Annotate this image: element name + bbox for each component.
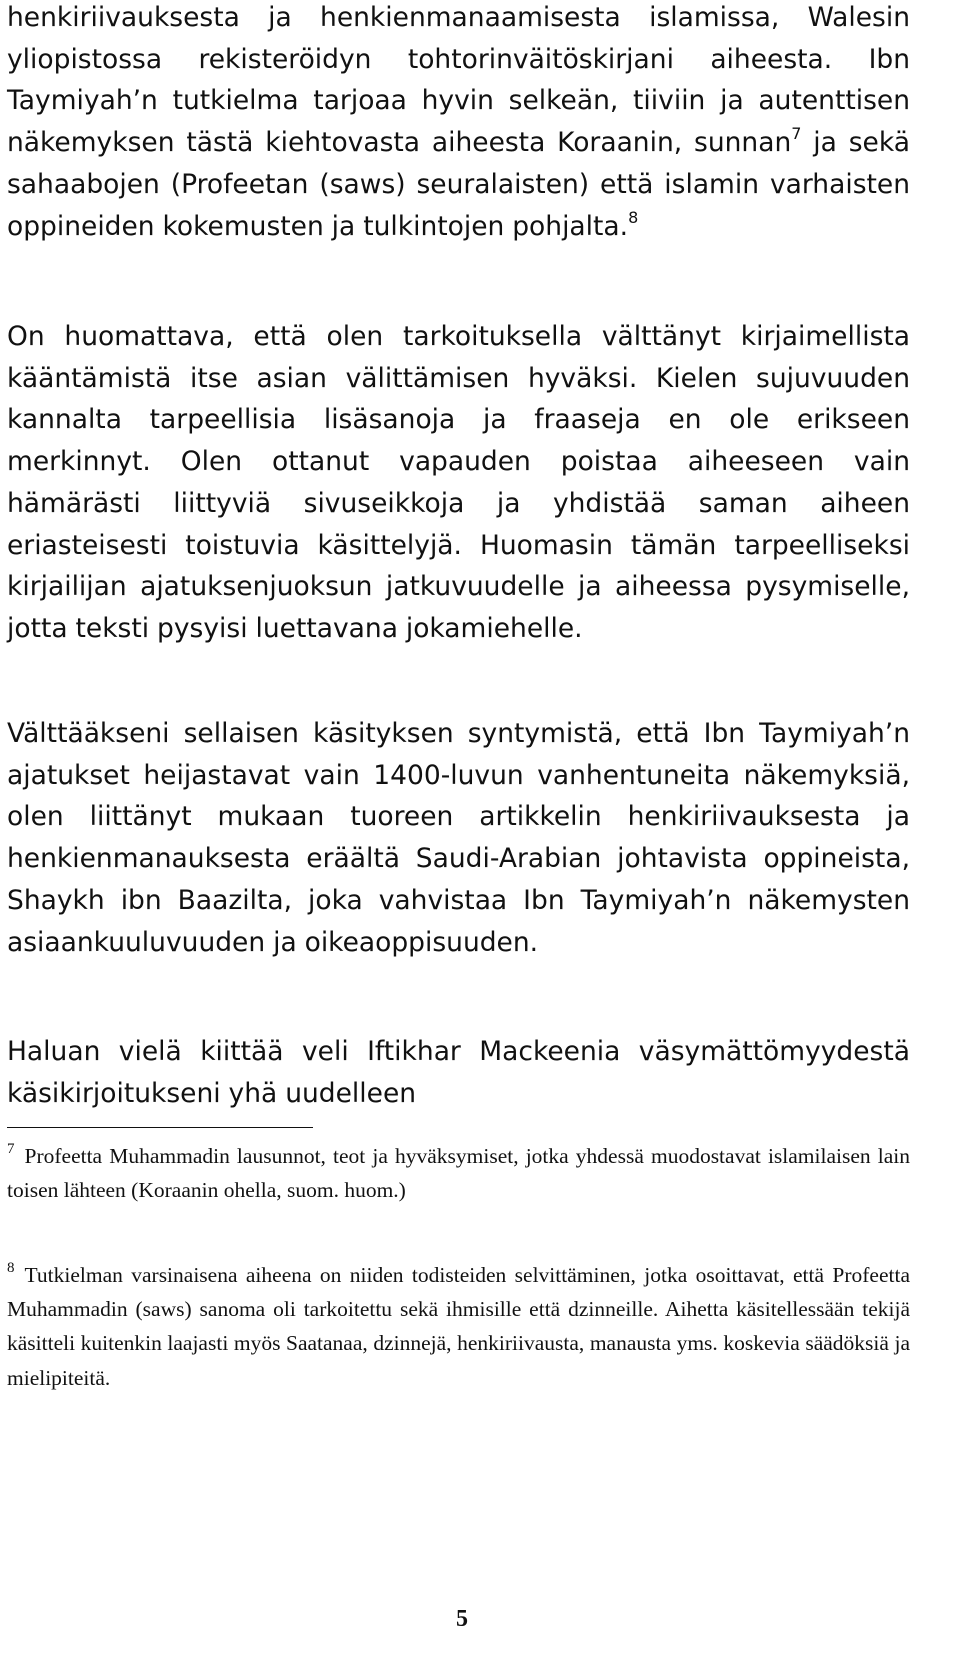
page-number: 5 <box>456 1606 468 1632</box>
footnote-number: 8 <box>7 1259 15 1276</box>
footnote-7 <box>7 1139 910 1207</box>
footnote-number: 7 <box>7 1140 15 1157</box>
paragraph-appended-article: Välttääkseni sellaisen käsityksen syntymistä, että Ibn Taymiyah’n ajatukset heijastavat vain 1400-luvun vanhentuneita näkemyksiä, olen liittänyt mukaan tuoreen artikkelin henkiriivauksesta ja henkienmanauksesta eräältä Saudi-Arabian johtavista oppineista, Shaykh ibn Baazilta, joka vahvistaa Ibn Taymiyah’n näkemysten asiaankuuluvuuden ja oikeaoppisuuden. <box>7 718 910 958</box>
paragraph-intro-text: henkiriivauksesta ja henkienmanaamisesta islamissa, Walesin yliopistossa rekisteröidyn tohtorinväitöskirjani aiheesta. Ibn Taymiyah’n tutkielma tarjoaa hyvin selkeän, tiiviin ja autenttisen näkemyksen tästä kiehtovasta aiheesta Koraanin, sunnan <box>7 2 910 159</box>
paragraph-intro <box>7 0 910 247</box>
footnote-separator <box>7 1127 313 1128</box>
footnote-ref-8: 8 <box>628 207 639 227</box>
paragraph-translation-note: On huomattava, että olen tarkoituksella välttänyt kirjaimellista kääntämistä itse asian välittämisen hyväksi. Kielen sujuvuuden kannalta tarpeellisia lisäsanoja ja fraaseja en ole erikseen merkinnyt. Olen ottanut vapauden poistaa aiheeseen vain hämärästi liittyviä sivuseikkoja ja yhdistää saman aiheen eriasteisesti toistuvia käsittelyjä. Huomasin tämän tarpeelliseksi kirjailijan ajatuksenjuoksun jatkuvuudelle ja aiheessa pysymiselle, jotta teksti pysyisi luettavana jokamiehelle. <box>7 321 910 644</box>
paragraph-intro-text-continued: ja sekä sahaabojen (Profeetan (saws) seuralaisten) että islamin varhaisten oppineiden kokemusten ja tulkintojen pohjalta. <box>7 127 910 242</box>
document-page <box>7 0 910 1657</box>
paragraph-acknowledgement: Haluan vielä kiittää veli Iftikhar Mackeenia väsymättömyydestä käsikirjoitukseni yhä uudelleen <box>7 1036 910 1109</box>
footnote-text: Profeetta Muhammadin lausunnot, teot ja hyväksymiset, jotka yhdessä muodostavat islamilaisen lain toisen lähteen (Koraanin ohella, suom. huom.) <box>7 1144 910 1203</box>
footnote-text: Tutkielman varsinaisena aiheena on niiden todisteiden selvittäminen, jotka osoittavat, että Profeetta Muhammadin (saws) sanoma oli tarkoitettu sekä ihmisille että dzinneille. Aihetta käsitellessään tekijä käsitteli kuitenkin laajasti myös Saatanaa, dzinnejä, henkiriivausta, manausta yms. koskevia säädöksiä ja mielipiteitä. <box>7 1263 910 1390</box>
footnote-ref-7: 7 <box>791 124 802 144</box>
footnote-8 <box>7 1258 910 1395</box>
